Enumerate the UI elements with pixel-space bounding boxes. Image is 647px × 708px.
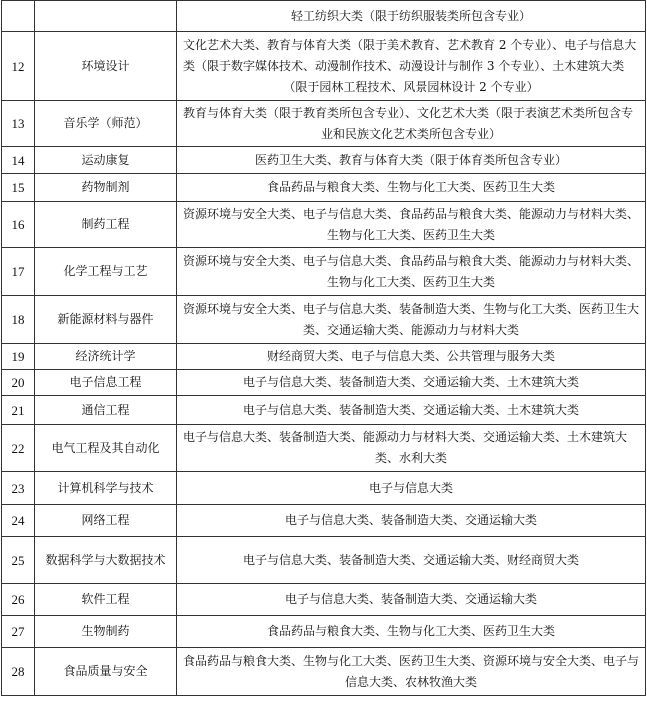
row-number: 28 [2, 648, 35, 696]
row-number: 24 [2, 505, 35, 537]
major-name: 数据科学与大数据技术 [35, 537, 177, 584]
major-category-table [1, 0, 646, 696]
major-name: 音乐学（师范） [35, 101, 177, 147]
table-row [2, 616, 646, 648]
major-name: 计算机科学与技术 [35, 472, 177, 505]
major-name: 运动康复 [35, 147, 177, 174]
major-name: 制药工程 [35, 202, 177, 248]
eligible-categories: 食品药品与粮食大类、生物与化工大类、医药卫生大类 [177, 174, 646, 202]
eligible-categories: 电子与信息大类 [177, 472, 646, 505]
table-row [2, 296, 646, 344]
table-row [2, 472, 646, 505]
table-row [2, 1, 646, 32]
row-number: 17 [2, 248, 35, 296]
eligible-categories: 电子与信息大类、装备制造大类、交通运输大类、土木建筑大类 [177, 370, 646, 396]
row-number: 26 [2, 584, 35, 616]
row-number: 18 [2, 296, 35, 344]
row-number: 12 [2, 32, 35, 101]
table-row [2, 174, 646, 202]
major-name: 生物制药 [35, 616, 177, 648]
eligible-categories: 食品药品与粮食大类、生物与化工大类、医药卫生大类、资源环境与安全大类、电子与信息大类、农林牧渔大类 [177, 648, 646, 696]
eligible-categories: 教育与体育大类（限于教育类所包含专业）、文化艺术大类（限于表演艺术类所包含专业和民族文化艺术类所包含专业） [177, 101, 646, 147]
major-name: 药物制剂 [35, 174, 177, 202]
major-name [35, 1, 177, 32]
eligible-categories: 资源环境与安全大类、电子与信息大类、装备制造大类、生物与化工大类、医药卫生大类、交通运输大类、能源动力与材料大类 [177, 296, 646, 344]
eligible-categories: 电子与信息大类、装备制造大类、交通运输大类、财经商贸大类 [177, 537, 646, 584]
row-number: 16 [2, 202, 35, 248]
major-name: 新能源材料与器件 [35, 296, 177, 344]
table-row [2, 584, 646, 616]
table-row [2, 344, 646, 370]
row-number: 14 [2, 147, 35, 174]
table-row [2, 370, 646, 396]
row-number [2, 1, 35, 32]
table-row [2, 425, 646, 472]
major-name: 经济统计学 [35, 344, 177, 370]
table-row [2, 248, 646, 296]
major-name: 通信工程 [35, 396, 177, 425]
row-number: 27 [2, 616, 35, 648]
major-name: 食品质量与安全 [35, 648, 177, 696]
table-row [2, 147, 646, 174]
row-number: 22 [2, 425, 35, 472]
major-name: 环境设计 [35, 32, 177, 101]
table-row [2, 32, 646, 101]
eligible-categories: 资源环境与安全大类、电子与信息大类、食品药品与粮食大类、能源动力与材料大类、生物与化工大类、医药卫生大类 [177, 248, 646, 296]
table-row [2, 648, 646, 696]
table-row [2, 202, 646, 248]
row-number: 13 [2, 101, 35, 147]
eligible-categories: 医药卫生大类、教育与体育大类（限于体育类所包含专业） [177, 147, 646, 174]
row-number: 23 [2, 472, 35, 505]
row-number: 19 [2, 344, 35, 370]
row-number: 15 [2, 174, 35, 202]
row-number: 21 [2, 396, 35, 425]
table-row [2, 101, 646, 147]
eligible-categories: 资源环境与安全大类、电子与信息大类、食品药品与粮食大类、能源动力与材料大类、生物与化工大类、医药卫生大类 [177, 202, 646, 248]
eligible-categories: 财经商贸大类、电子与信息大类、公共管理与服务大类 [177, 344, 646, 370]
major-name: 软件工程 [35, 584, 177, 616]
major-name: 电气工程及其自动化 [35, 425, 177, 472]
eligible-categories: 食品药品与粮食大类、生物与化工大类、医药卫生大类 [177, 616, 646, 648]
major-name: 网络工程 [35, 505, 177, 537]
eligible-categories: 电子与信息大类、装备制造大类、交通运输大类、土木建筑大类 [177, 396, 646, 425]
major-name: 电子信息工程 [35, 370, 177, 396]
major-name: 化学工程与工艺 [35, 248, 177, 296]
table-row [2, 396, 646, 425]
eligible-categories: 文化艺术大类、教育与体育大类（限于美术教育、艺术教育 2 个专业）、电子与信息大类（限于数字媒体技术、动漫制作技术、动漫设计与制作 3 个专业）、土木建筑大类（限于园林工程技术、风景园林设计 2 个专业） [177, 32, 646, 101]
eligible-categories: 电子与信息大类、装备制造大类、能源动力与材料大类、交通运输大类、土木建筑大类、水利大类 [177, 425, 646, 472]
row-number: 25 [2, 537, 35, 584]
row-number: 20 [2, 370, 35, 396]
table-row [2, 537, 646, 584]
eligible-categories: 轻工纺织大类（限于纺织服装类所包含专业） [177, 1, 646, 32]
eligible-categories: 电子与信息大类、装备制造大类、交通运输大类 [177, 584, 646, 616]
eligible-categories: 电子与信息大类、装备制造大类、交通运输大类 [177, 505, 646, 537]
table-row [2, 505, 646, 537]
